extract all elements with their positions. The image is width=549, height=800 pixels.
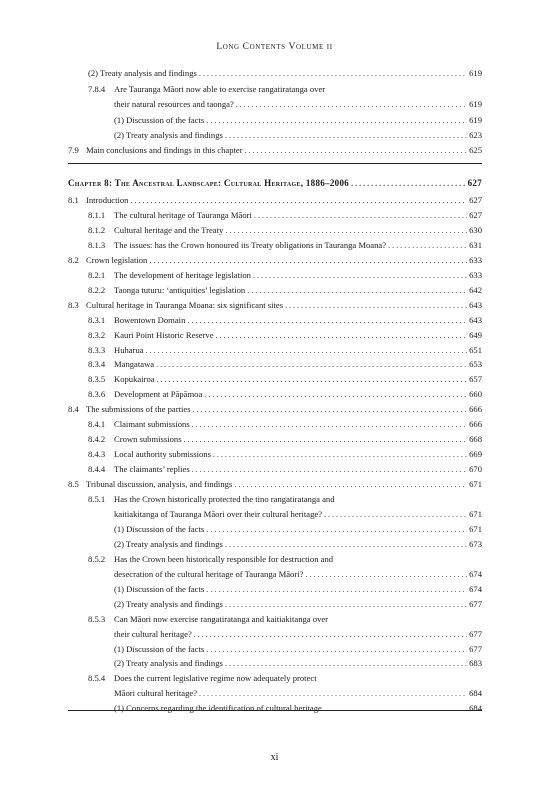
leader-dots — [206, 583, 467, 597]
leader-dots — [130, 194, 467, 208]
toc-entry: 8.3.6 Development at Pāpāmoa . . . 660 — [88, 387, 482, 401]
leader-dots — [225, 129, 467, 143]
toc-entry: (2) Treaty analysis and findings . . . 673 — [114, 537, 482, 551]
section-divider — [68, 710, 482, 711]
toc-entry: (2) Treaty analysis and findings . . . 683 — [114, 656, 482, 670]
toc-entry: 7.8.4 Are Tauranga Māori now able to exercise rangatiratanga over — [88, 84, 326, 94]
toc-entry: 8.2 Crown legislation . . . 633 — [68, 253, 482, 267]
leader-dots — [193, 403, 468, 417]
toc-entry: 8.1.1 The cultural heritage of Tauranga Māori . . . 627 — [88, 208, 482, 222]
page-number: xi — [270, 752, 279, 763]
toc-entry: 8.1.2 Cultural heritage and the Treaty . . . 630 — [88, 223, 482, 237]
running-header: Long Contents Volume ii — [216, 42, 333, 52]
leader-dots — [247, 284, 467, 298]
leader-dots — [305, 568, 467, 582]
toc-entry: (2) Treaty analysis and findings . . . 623 — [114, 128, 482, 142]
toc-entry: 8.3.5 Kopukairoa . . . 657 — [88, 372, 482, 386]
leader-dots — [216, 329, 468, 343]
toc-entry: 8.1 Introduction . . . 627 — [68, 193, 482, 207]
leader-dots — [206, 643, 467, 657]
toc-entry: 8.2.1 The development of heritage legislation . . . 633 — [88, 268, 482, 282]
leader-dots — [225, 598, 467, 612]
toc-entry: 8.5 Tribunal discussion, analysis, and findings . . . 671 — [68, 477, 482, 491]
leader-dots — [245, 144, 468, 158]
toc-entry: (1) Discussion of the facts . . . 619 — [114, 113, 482, 127]
toc-entry: 8.3.2 Kauri Point Historic Reserve . . . 649 — [88, 328, 482, 342]
leader-dots — [285, 299, 467, 313]
toc-entry: (2) Treaty analysis and findings . . . 677 — [114, 597, 482, 611]
leader-dots — [194, 628, 467, 642]
toc-entry: (2) Treaty analysis and findings . . . 619 — [88, 66, 482, 80]
toc-entry: their natural resources and taonga? . . . 619 — [114, 97, 482, 111]
leader-dots — [192, 463, 467, 477]
leader-dots — [192, 418, 467, 432]
toc-entry: 8.3 Cultural heritage in Tauranga Moana: six significant sites . . . 643 — [68, 298, 482, 312]
leader-dots — [204, 388, 467, 402]
leader-dots — [206, 114, 467, 128]
toc-entry: 8.2.2 Taonga tuturu: ‘antiquities’ legislation . . . 642 — [88, 283, 482, 297]
toc-entry: 8.5.3 Can Māori now exercise rangatiratanga and kaitiakitanga over — [88, 613, 329, 624]
toc-entry: desecration of the cultural heritage of Tauranga Māori? . . . 674 — [114, 567, 482, 581]
toc-entry: (1) Discussion of the facts . . . 674 — [114, 582, 482, 596]
leader-dots — [187, 314, 467, 328]
leader-dots — [225, 224, 467, 238]
leader-dots — [146, 344, 468, 358]
leader-dots — [149, 254, 467, 268]
toc-entry: 8.4.3 Local authority submissions . . . 669 — [88, 447, 482, 461]
leader-dots — [234, 478, 467, 492]
toc-entry: 8.5.2 Has the Crown been historically responsible for destruction and — [88, 553, 334, 564]
toc-entry: (1) Concerns regarding the identification of cultural heritage . . . 684 — [114, 701, 482, 715]
toc-entry: 8.3.3 Huharua . . . 651 — [88, 343, 482, 357]
section-divider — [68, 163, 482, 164]
leader-dots — [206, 523, 467, 537]
toc-entry: 8.4.1 Claimant submissions . . . 666 — [88, 417, 482, 431]
leader-dots — [199, 67, 467, 81]
toc-entry: 8.4 The submissions of the parties . . . 666 — [68, 402, 482, 416]
leader-dots — [199, 687, 467, 701]
leader-dots — [253, 269, 467, 283]
toc-entry: 8.4.2 Crown submissions . . . 668 — [88, 432, 482, 446]
leader-dots — [184, 433, 468, 447]
leader-dots — [254, 209, 467, 223]
toc-entry: 8.4.4 The claimants’ replies . . . 670 — [88, 462, 482, 476]
toc-entry: 7.9 Main conclusions and findings in this chapter . . . 625 — [68, 143, 482, 157]
toc-entry: 8.3.1 Bowentown Domain . . . 643 — [88, 313, 482, 327]
toc-entry: (1) Discussion of the facts . . . 677 — [114, 642, 482, 656]
leader-dots — [157, 373, 468, 387]
toc-entry: Māori cultural heritage? . . . 684 — [114, 686, 482, 700]
toc-entry: kaitiakitanga of Tauranga Māori over their cultural heritage? . . . 671 — [114, 507, 482, 521]
leader-dots — [324, 508, 467, 522]
toc-entry: 8.1.3 The issues: has the Crown honoured its Treaty obligations in Tauranga Moana? . . . 631 — [88, 238, 482, 252]
leader-dots — [351, 177, 466, 191]
leader-dots — [225, 538, 467, 552]
leader-dots — [156, 358, 467, 372]
toc-entry: their cultural heritage? . . . 677 — [114, 627, 482, 641]
leader-dots — [388, 239, 467, 253]
chapter-heading: Chapter 8: The Ancestral Landscape: Cultural Heritage, 1886–2006 . . . 627 — [68, 176, 482, 190]
leader-dots — [213, 448, 467, 462]
toc-entry: 8.5.4 Does the current legislative regime now adequately protect — [88, 673, 317, 684]
leader-dots — [225, 657, 467, 671]
leader-dots — [236, 98, 467, 112]
toc-entry: (1) Discussion of the facts . . . 671 — [114, 522, 482, 536]
toc-entry: 8.5.1 Has the Crown historically protected the tino rangatiratanga and — [88, 494, 335, 504]
toc-entry: 8.3.4 Mangatawa . . . 653 — [88, 357, 482, 371]
